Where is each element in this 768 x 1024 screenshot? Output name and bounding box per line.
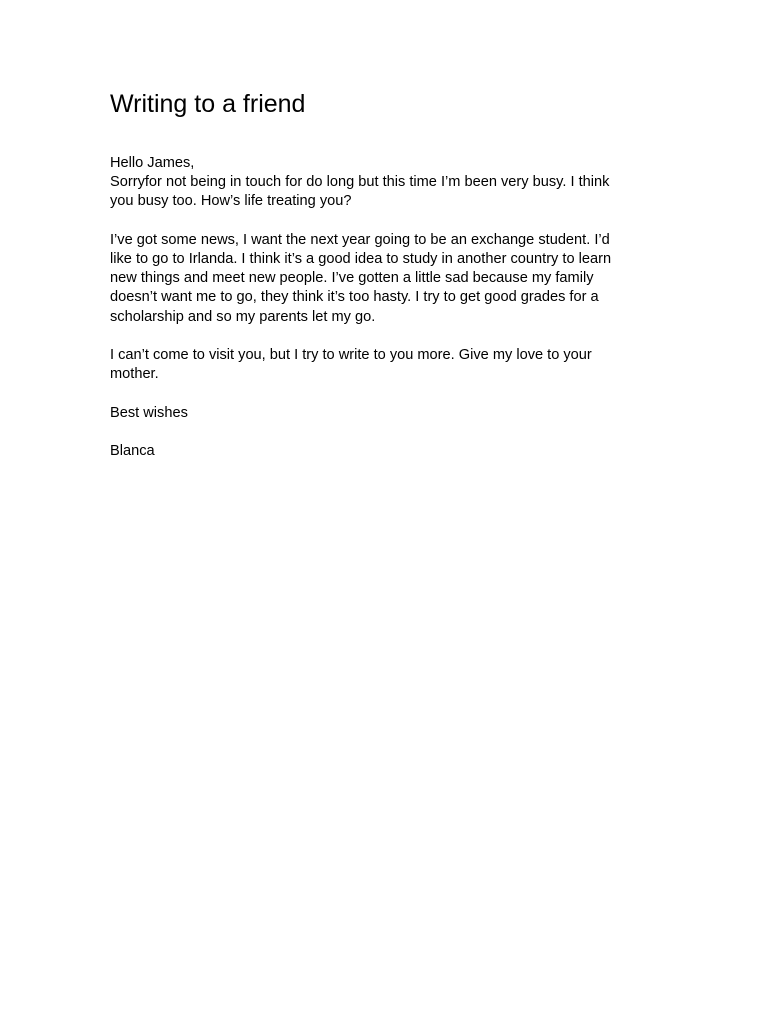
letter-signature: Blanca	[110, 442, 155, 459]
paragraph-2-line-4: doesn’t want me to go, they think it’s too hasty. I try to get good grades for a	[110, 289, 599, 306]
paragraph-3-line-2: mother.	[110, 366, 159, 383]
letter-body	[110, 154, 655, 461]
paragraph-2-line-5: scholarship and so my parents let my go.	[110, 308, 376, 325]
paragraph-1-line-1: Sorryfor not being in touch for do long but this time I’m been very busy. I think	[110, 174, 610, 191]
paragraph-gap	[110, 327, 655, 346]
paragraph-2-line-3: new things and meet new people. I’ve gotten a little sad because my family	[110, 270, 594, 287]
letter-closing: Best wishes	[110, 404, 188, 421]
paragraph-gap	[110, 384, 655, 403]
paragraph-1-line-2: you busy too. How’s life treating you?	[110, 193, 352, 210]
document-title: Writing to a friend	[110, 90, 306, 118]
paragraph-2-line-1: I’ve got some news, I want the next year going to be an exchange student. I’d	[110, 231, 610, 248]
paragraph-3-line-1: I can’t come to visit you, but I try to write to you more. Give my love to your	[110, 347, 592, 363]
paragraph-gap	[110, 212, 655, 231]
paragraph-2-line-2: like to go to Irlanda. I think it’s a good idea to study in another country to learn	[110, 251, 612, 267]
letter-greeting: Hello James,	[110, 155, 195, 171]
paragraph-gap	[110, 423, 655, 442]
